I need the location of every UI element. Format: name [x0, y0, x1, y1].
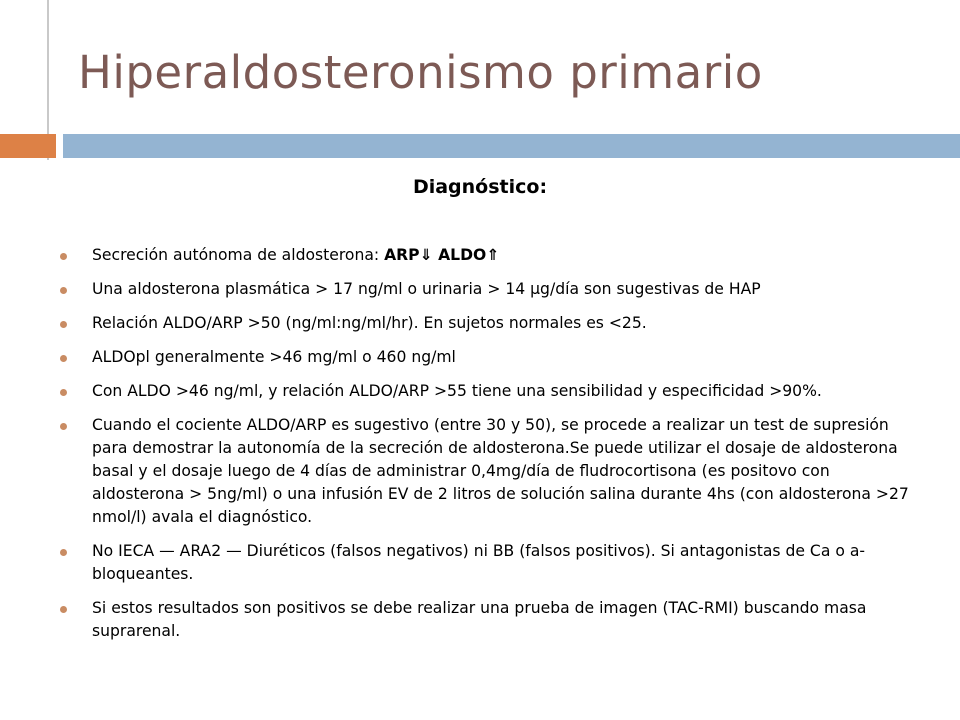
accent-bar-orange: [0, 134, 56, 158]
slide-title: Hiperaldosteronismo primario: [78, 46, 763, 99]
bullet-text: Secreción autónoma de aldosterona:: [92, 246, 385, 264]
bullet-dot-icon: [60, 606, 67, 613]
bullet-item: [60, 380, 918, 403]
bullet-item: [60, 278, 918, 301]
bullet-dot-icon: [60, 389, 67, 396]
bullet-dot-icon: [60, 423, 67, 430]
bullet-text: Relación ALDO/ARP >50 (ng/ml:ng/ml/hr). En sujetos normales es <25.: [92, 314, 647, 332]
bullet-item: [60, 244, 918, 267]
bullet-item: [60, 312, 918, 335]
bullet-text: ALDOpl generalmente >46 mg/ml o 460 ng/ml: [92, 348, 456, 366]
slide-subtitle: Diagnóstico:: [412, 176, 548, 198]
bullet-item: [60, 414, 918, 529]
bullet-item: [60, 597, 918, 643]
bullet-item: [60, 346, 918, 369]
bullet-dot-icon: [60, 287, 67, 294]
bullet-text: Una aldosterona plasmática > 17 ng/ml o urinaria > 14 μg/día son sugestivas de HAP: [92, 280, 761, 298]
bullet-list: [60, 244, 918, 654]
bullet-text: Cuando el cociente ALDO/ARP es sugestivo (entre 30 y 50), se procede a realizar un test de supresión para demostrar la autonomía de la secreción de aldosterona.Se puede utilizar el dosaje de aldosterona basal y el dosaje luego de 4 días de administrar 0,4mg/día de fludrocortisona (es positovo con aldosterona > 5ng/ml) o una infusión EV de 2 litros de solución salina durante 4hs (con aldosterona >27 nmol/l) avala el diagnóstico.: [92, 416, 909, 526]
bullet-text: Con ALDO >46 ng/ml, y relación ALDO/ARP >55 tiene una sensibilidad y especificidad >90%.: [92, 382, 822, 400]
bullet-text-bold: ARP⇓ ALDO⇑: [384, 246, 500, 264]
bullet-item: [60, 540, 918, 586]
bullet-dot-icon: [60, 253, 67, 260]
bullet-dot-icon: [60, 549, 67, 556]
bullet-dot-icon: [60, 355, 67, 362]
accent-bar-blue: [63, 134, 960, 158]
bullet-text: No IECA — ARA2 — Diuréticos (falsos negativos) ni BB (falsos positivos). Si antagonistas de Ca o a-bloqueantes.: [92, 542, 866, 583]
bullet-dot-icon: [60, 321, 67, 328]
bullet-text: Si estos resultados son positivos se debe realizar una prueba de imagen (TAC-RMI) buscando masa suprarenal.: [92, 599, 867, 640]
